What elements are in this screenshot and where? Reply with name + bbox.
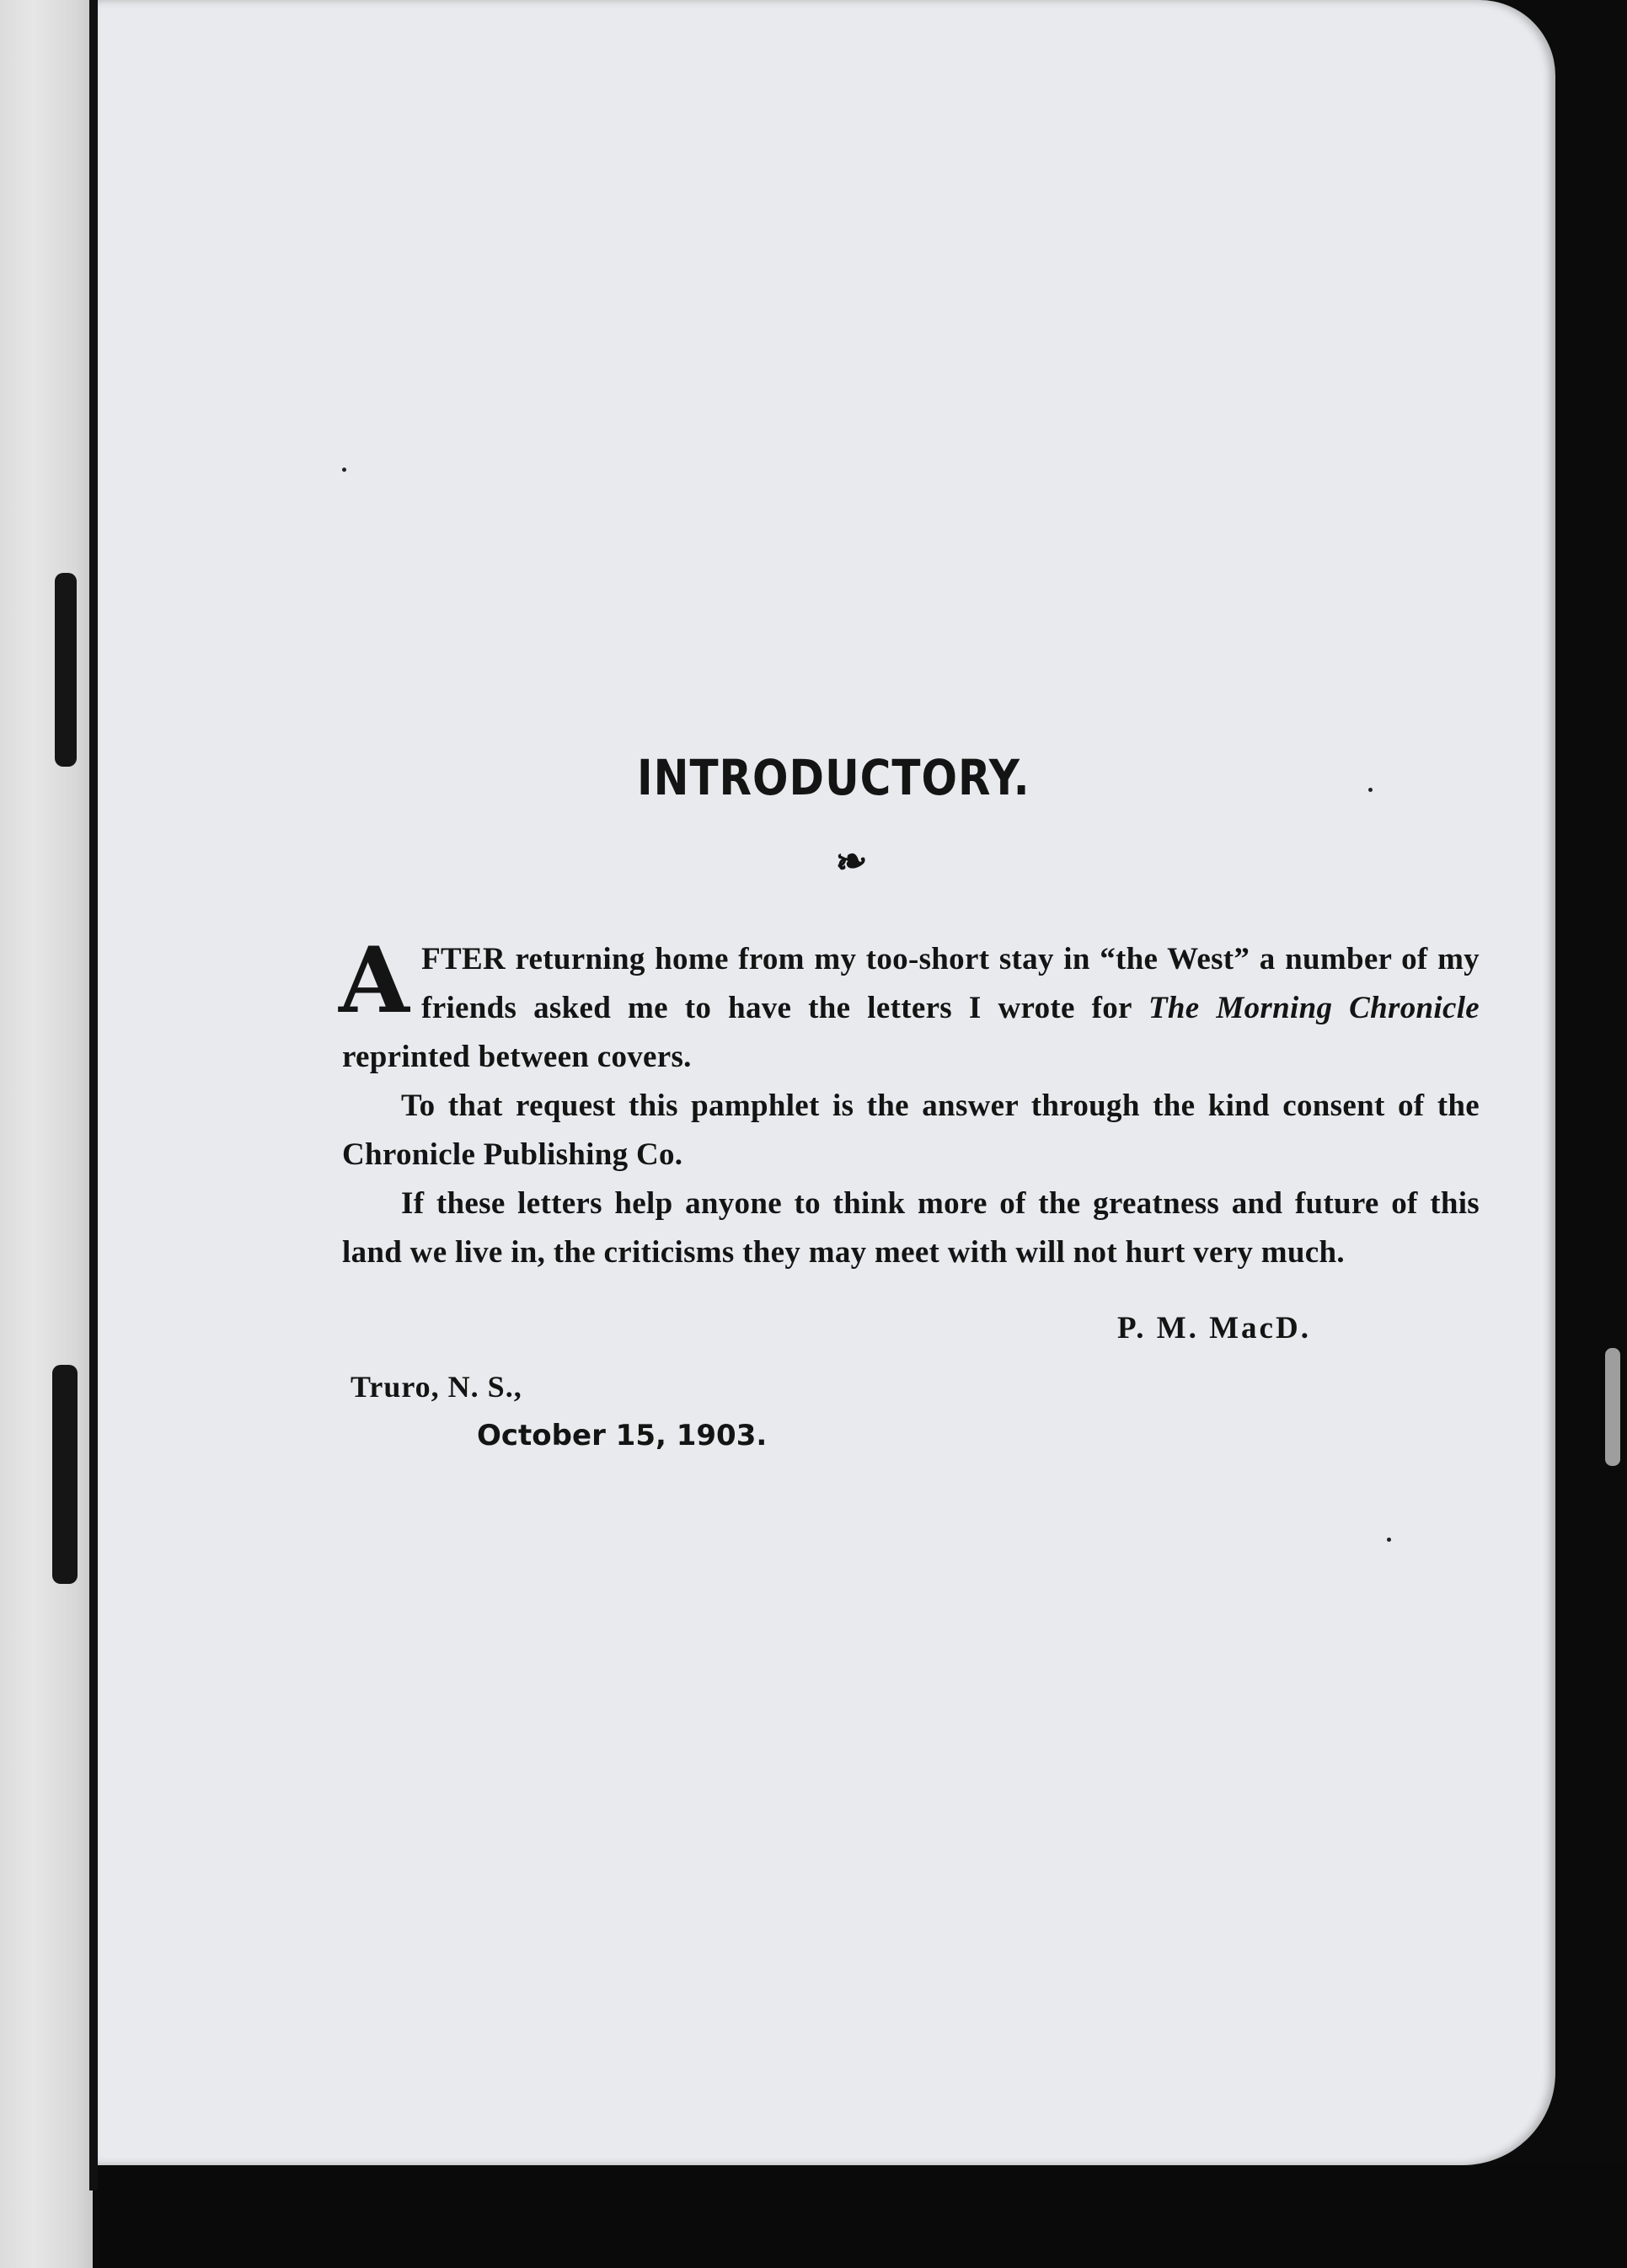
paragraph-1 — [339, 928, 1480, 1082]
paragraph-2: To that request this pamphlet is the answer through the kind consent of the Chronicle Publishing Co. — [342, 1089, 1480, 1172]
previous-page-edge — [0, 0, 93, 2268]
publication-title: The Morning Chronicle — [1148, 991, 1480, 1025]
paper-speck — [1387, 1538, 1391, 1542]
introduction-text — [339, 928, 1480, 1277]
bottom-shadow — [98, 2165, 1627, 2268]
author-signature: P. M. MacD. — [1117, 1311, 1311, 1345]
place-line: Truro, N. S., — [351, 1370, 522, 1404]
page-edge-glare — [1605, 1348, 1620, 1466]
binding-stitch — [52, 1365, 78, 1584]
paragraph-1-end: reprinted between covers. — [342, 1040, 692, 1074]
date-line: October 15, 1903. — [477, 1419, 768, 1452]
book-spine — [89, 0, 98, 2190]
binding-stitch — [55, 573, 77, 767]
ornament-icon: ❧ — [831, 837, 871, 885]
drop-cap: A — [339, 928, 410, 1034]
page-content — [98, 0, 1555, 2165]
paper-speck — [1368, 788, 1373, 792]
paper-speck — [342, 468, 346, 472]
paragraph-1-text: FTER returning home from my too-short stay in “the West” a number of my friends asked me to have the letters I wrote for — [421, 942, 1480, 1025]
book-page — [98, 0, 1555, 2165]
paragraph-3: If these letters help anyone to think more of the greatness and future of this land we live in, the criticisms they may meet with will not hurt very much. — [342, 1186, 1480, 1270]
page-title: INTRODUCTORY. — [637, 750, 1030, 806]
